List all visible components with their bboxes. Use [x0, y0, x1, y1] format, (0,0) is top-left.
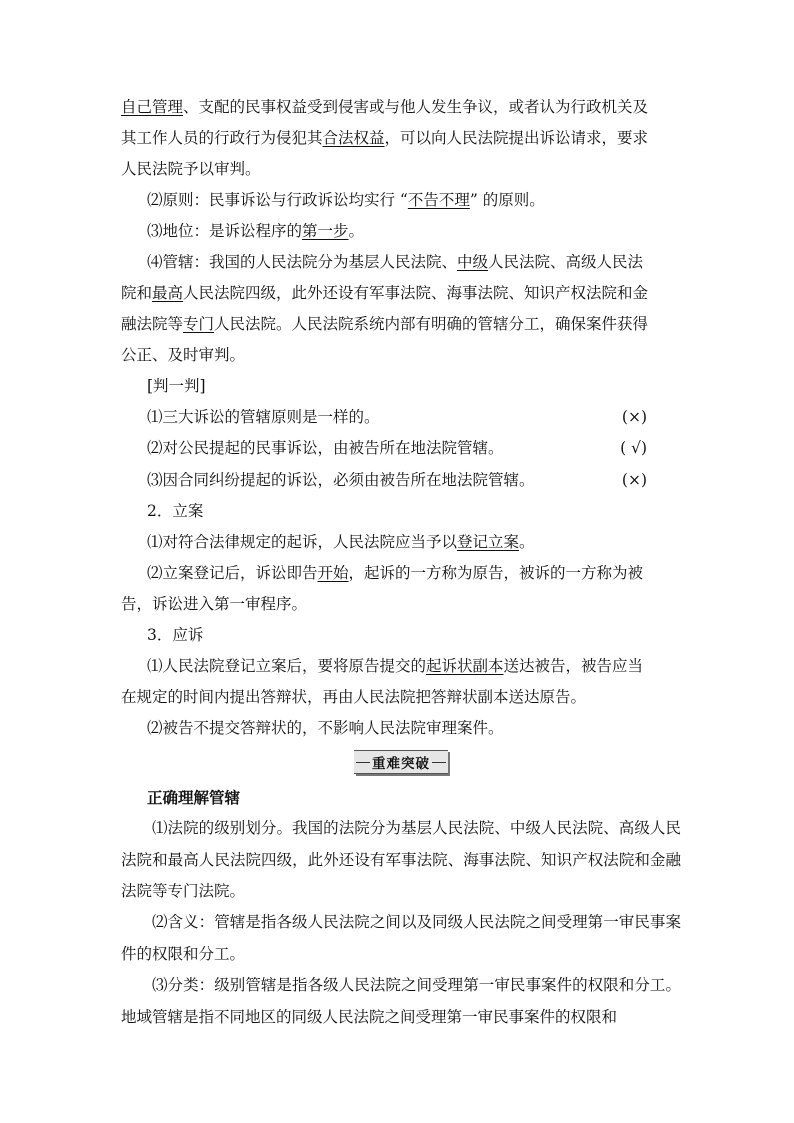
underlined-term: 开始	[317, 564, 349, 583]
underlined-term: 登记立案	[457, 533, 520, 552]
document-page	[121, 92, 681, 1033]
text-run: 、支配的民事权益受到侵害或与他人发生争议，或者认为行政机关及	[183, 98, 649, 116]
section-banner: 重难突破	[354, 750, 448, 774]
underlined-term: 合法权益	[322, 129, 385, 147]
underlined-term: 起诉状副本	[426, 657, 504, 676]
text-run: ，起诉的一方称为原告，被诉的一方称为被	[348, 564, 644, 583]
text-run: ⑴对符合法律规定的起诉，人民法院应当予以	[147, 533, 458, 552]
jurisdiction-line-4	[121, 340, 681, 371]
judge-answer: (×)	[621, 470, 647, 489]
text-run: ⑵原则：民事诉讼与行政诉讼均实行 “	[147, 191, 408, 209]
text-run: 其工作人员的行政行为侵犯其	[121, 129, 323, 147]
text-run: ” 的原则。	[469, 191, 545, 209]
text-run: ⑵立案登记后，诉讼即告	[147, 564, 318, 583]
filing-paragraph-2-cont: 告，诉讼进入第一审程序。	[121, 595, 308, 614]
text-run: 院和	[121, 284, 153, 302]
text-run: 人民法院、高级人民法	[488, 253, 644, 271]
judge-answer: ( √)	[620, 439, 647, 458]
section-title-response: 3．应诉	[147, 626, 204, 645]
judge-item	[121, 433, 681, 464]
judge-item	[121, 402, 681, 433]
text-line	[121, 92, 681, 123]
underlined-term: 不告不理	[407, 191, 470, 209]
underlined-term: 中级	[457, 253, 489, 271]
section-title-filing: 2．立案	[147, 502, 204, 521]
status-paragraph	[121, 216, 681, 247]
judge-heading: [判一判]	[147, 377, 206, 395]
response-paragraph-1	[121, 651, 681, 682]
principle-paragraph	[121, 185, 681, 216]
text-run: 人民法院予以审判。	[121, 160, 261, 178]
text-run: 送达被告，被告应当	[503, 657, 644, 676]
text-run: ⑷管辖：我国的人民法院分为基层人民法院、	[147, 253, 458, 271]
judge-statement: ⑵对公民提起的民事诉讼，由被告所在地法院管辖。	[147, 439, 504, 458]
text-run: 人民法院。人民法院系统内部有明确的管辖分工，确保案件获得	[214, 315, 649, 333]
judge-item	[121, 465, 681, 496]
text-line	[121, 123, 681, 154]
banner-wrapper	[121, 750, 681, 774]
filing-paragraph-2	[121, 558, 681, 589]
judge-statement: ⑴三大诉讼的管辖原则是一样的。	[147, 408, 380, 426]
response-paragraph-2: ⑵被告不提交答辩状的，不影响人民法院审理案件。	[147, 719, 504, 738]
underlined-term: 第一步	[302, 222, 349, 240]
response-paragraph-1-cont: 在规定的时间内提出答辩状，再由人民法院把答辩状副本送达原告。	[121, 688, 587, 707]
filing-paragraph-1	[121, 527, 681, 558]
jurisdiction-line-1	[121, 247, 681, 278]
text-run: ，可以向人民法院提出诉讼请求，要求	[384, 129, 649, 147]
text-line	[121, 154, 681, 185]
focus-paragraph-2: ⑵含义：管辖是指各级人民法院之间以及同级人民法院之间受理第一审民事案件的权限和分工。	[121, 913, 681, 963]
jurisdiction-line-2	[121, 278, 681, 309]
focus-heading: 正确理解管辖	[147, 788, 241, 808]
focus-paragraph-3: ⑶分类：级别管辖是指各级人民法院之间受理第一审民事案件的权限和分工。地域管辖是指不同地区的同级人民法院之间受理第一审民事案件的权限和	[121, 976, 681, 1026]
text-run: ⑶地位：是诉讼程序的	[147, 222, 303, 240]
underlined-term: 自己管理	[121, 98, 184, 116]
text-run: 。	[519, 533, 535, 552]
judge-answer: (×)	[621, 408, 647, 426]
jurisdiction-line-3	[121, 309, 681, 340]
text-run: 融法院等	[121, 315, 184, 333]
text-run: 公正、及时审判。	[121, 346, 246, 364]
text-run: 。	[348, 222, 365, 240]
underlined-term: 专门	[183, 315, 215, 333]
text-run: ⑴人民法院登记立案后，要将原告提交的	[147, 657, 427, 676]
judge-statement: ⑶因合同纠纷提起的诉讼，必须由被告所在地法院管辖。	[147, 470, 535, 489]
underlined-term: 最高	[152, 284, 184, 302]
text-run: 人民法院四级，此外还设有军事法院、海事法院、知识产权法院和金	[183, 284, 649, 302]
focus-paragraph-1: ⑴法院的级别划分。我国的法院分为基层人民法院、中级人民法院、高级人民法院和最高人民法院四级，此外还设有军事法院、海事法院、知识产权法院和金融法院等专门法院。	[121, 819, 681, 901]
